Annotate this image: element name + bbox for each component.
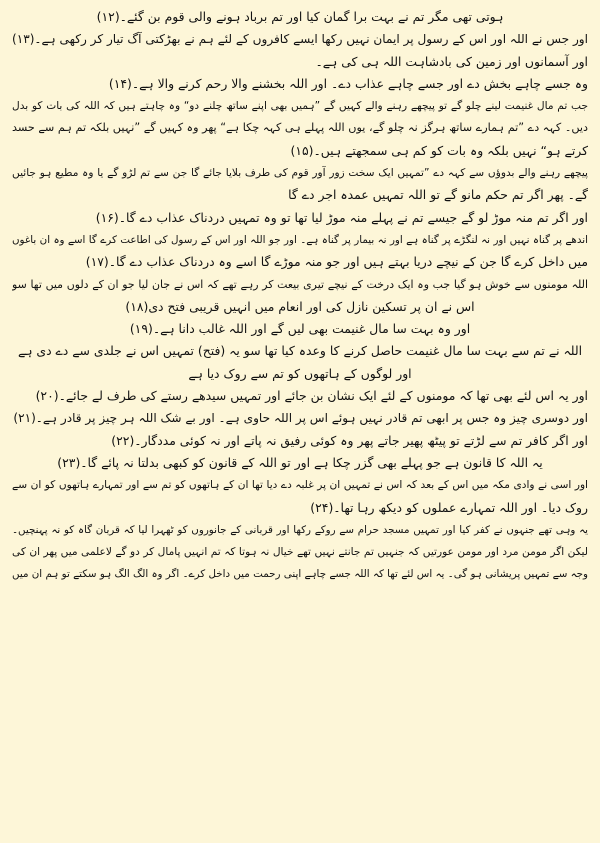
text-line-17: اور لوگوں کے ہاتھوں کو تم سے روک دیا ہے: [188, 365, 412, 381]
text-line-11: اندھے پر گناہ نہیں اور نہ لنگڑے پر گناہ ہے اور نہ بیمار پر گناہ ہے۔ اور جو اللہ اور اس کے رسول کی اطاعت کرے گا اسے وہ ان باغوں: [12, 233, 588, 246]
text-line-19: اور دوسری چیز وہ جس پر ابھی تم قادر نہیں ہوئے اس پر اللہ حاوی ہے۔ اور بے شک اللہ ہر چیز پر قادر ہے۔(۲۱): [13, 411, 588, 426]
text-line-10: اور اگر تم منہ موڑ لو گے جیسے تم نے پہلے منہ موڑ لیا تھا تو وہ تمہیں دردناک عذاب دے گا۔(۱۶): [95, 209, 588, 225]
text-line-2: اور جس نے اللہ اور اس کے رسول پر ایمان نہیں رکھا ایسے کافروں کے لئے ہم نے بھڑکتی آگ تیار کر رکھی ہے۔(۱۳): [12, 32, 588, 47]
text-line-6: دیں۔ کہہ دے ”تم ہمارے ساتھ ہرگز نہ چلو گے، یوں اللہ پہلے ہی کہہ چکا ہے“ پھر وہ کہیں گے ”نہیں بلکہ تم ہم سے حسد: [12, 121, 588, 135]
text-line-25: لیکن اگر مومن مرد اور مومن عورتیں کہ جنہیں تم جانتے نہیں تھے خیال نہ ہوتا کہ تم انہیں پامال کر دو گے لاعلمی میں پھر ان کی: [12, 546, 588, 559]
text-line-8: پیچھے رہنے والے بدوؤں سے کہہ دے ”تمہیں ایک سخت زور آور قوم کی طرف بلایا جائے گا جن سے تم لڑو گے یا وہ مطیع ہو جائیں: [12, 167, 588, 180]
text-line-22: اور اسی نے وادی مکہ میں اس کے بعد کہ اس نے تمہیں ان پر غلبہ دے دیا تھا ان کے ہاتھوں کو تم سے اور تمہارے ہاتھوں کو ان سے: [12, 479, 588, 492]
text-line-15: اور وہ بہت سا مال غنیمت بھی لیں گے اور اللہ غالب دانا ہے۔(۱۹): [129, 321, 471, 337]
text-line-24: یہ وہی تھے جنہوں نے کفر کیا اور تمہیں مسجد حرام سے روکے رکھا اور قربانی کے جانوروں کو ٹھہرا لیا کہ قربان گاہ کو نہ پہنچیں۔: [12, 523, 588, 536]
text-line-1: ہوتی تھی مگر تم نے بہت برا گمان کیا اور تم برباد ہونے والی قوم بن گئے۔(۱۲): [96, 9, 504, 24]
text-line-4: وہ جسے چاہے بخش دے اور جسے چاہے عذاب دے۔ اور اللہ بخشنے والا رحم کرنے والا ہے۔(۱۴): [108, 75, 588, 91]
text-line-14: اس نے ان پر تسکین نازل کی اور انعام میں انہیں قریبی فتح دی(۱۸): [125, 298, 475, 314]
text-line-3: اور آسمانوں اور زمین کی بادشاہت اللہ ہی کی ہے۔: [315, 53, 588, 69]
text-line-12: میں داخل کرے گا جن کے نیچے دریا بہتے ہیں اور جو منہ موڑے گا اسے وہ دردناک عذاب دے گا۔(۱۷): [85, 254, 588, 270]
text-line-9: گے۔ پھر اگر تم حکم مانو گے تو اللہ تمہیں عمدہ اجر دے گا: [288, 187, 588, 203]
text-line-5: جب تم مال غنیمت لینے چلو گے تو پیچھے رہنے والے کہیں گے ”ہمیں بھی اپنے ساتھ چلنے دو“ وہ چاہتے ہیں کہ اللہ کی بات کو بدل: [12, 100, 588, 113]
text-line-7: کرتے ہو“ نہیں بلکہ وہ بات کو کم ہی سمجھتے ہیں۔(۱۵): [290, 142, 588, 158]
text-line-23: روک دیا۔ اور اللہ تمہارے عملوں کو دیکھ رہا تھا۔(۲۴): [310, 499, 588, 515]
text-line-21: یہ اللہ کا قانون ہے جو پہلے بھی گزر چکا ہے اور تو اللہ کے قانون کو کبھی بدلتا نہ پائے گا۔(۲۳): [57, 454, 543, 470]
text-line-18: اور یہ اس لئے بھی تھا کہ مومنوں کے لئے ایک نشان بن جائے اور تمہیں سیدھے رستے کی طرف لے جائے۔(۲۰): [35, 388, 588, 404]
text-line-26: وجہ سے تمہیں پریشانی ہو گی۔ یہ اس لئے تھا کہ اللہ جسے چاہے اپنی رحمت میں داخل کرے۔ اگر وہ الگ الگ ہو سکتے تو ہم ان میں: [12, 568, 588, 581]
text-line-20: اور اگر کافر تم سے لڑتے تو پیٹھ پھیر جاتے پھر وہ کوئی رفیق نہ پاتے اور نہ کوئی مددگار۔(۲۲): [111, 432, 588, 448]
text-line-13: اللہ مومنوں سے خوش ہو گیا جب وہ ایک درخت کے نیچے تیری بیعت کر رہے تھے کہ اس نے جان لیا جو ان کے دلوں میں تھا سو: [12, 277, 588, 291]
text-line-16: اللہ نے تم سے بہت سا مال غنیمت حاصل کرنے کا وعدہ کیا تھا سو یہ (فتح) تمہیں اس نے جلدی سے دے دی ہے: [17, 343, 583, 359]
